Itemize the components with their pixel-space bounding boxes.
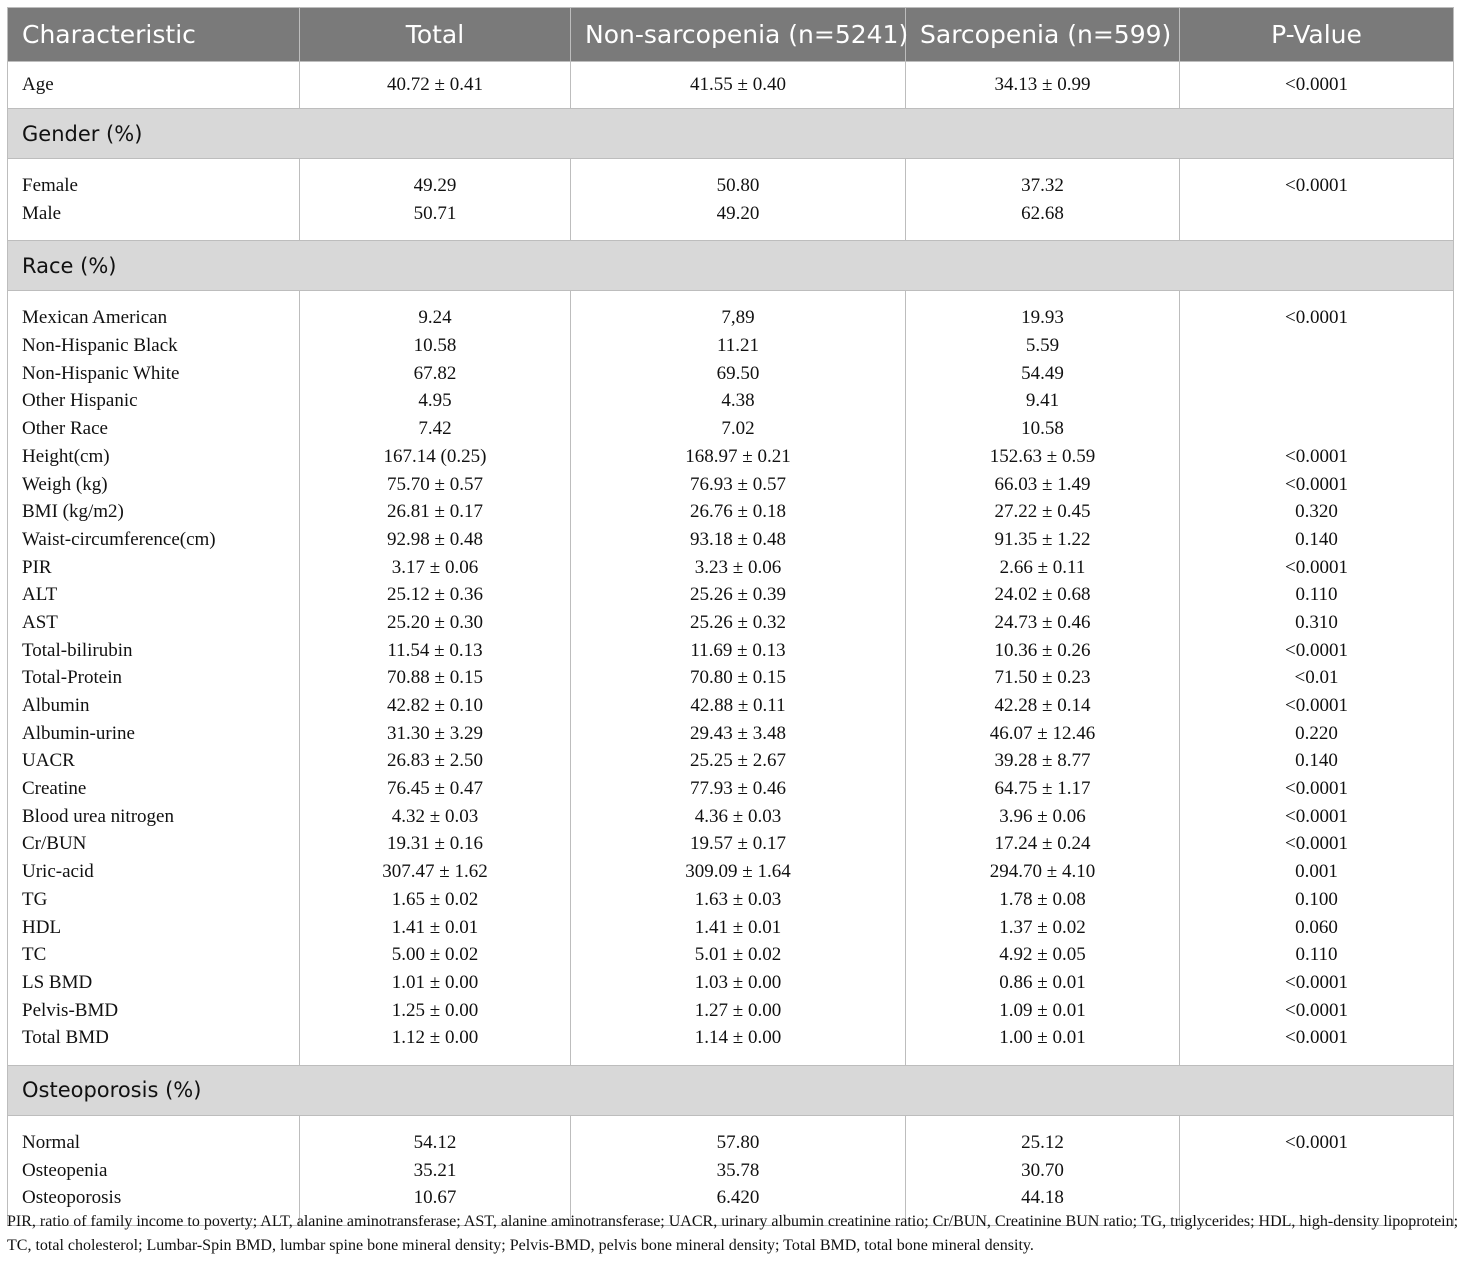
row-value: <0.0001 bbox=[1285, 473, 1348, 495]
row-value: 307.47 ± 1.62 bbox=[382, 861, 488, 883]
row-label: Total-Protein bbox=[22, 667, 122, 689]
row-value: 0.86 ± 0.01 bbox=[999, 971, 1086, 993]
row-value: 0.140 bbox=[1295, 750, 1338, 772]
row-value: 1.37 ± 0.02 bbox=[999, 916, 1086, 938]
row-value: 4.32 ± 0.03 bbox=[391, 805, 479, 827]
row-label: Waist-circumference(cm) bbox=[22, 528, 216, 550]
row-value: 70.88 ± 0.15 bbox=[387, 667, 483, 689]
row-value: 11.69 ± 0.13 bbox=[690, 639, 786, 661]
row-value: 0.320 bbox=[1295, 501, 1338, 523]
row-value: 2.66 ± 0.11 bbox=[999, 556, 1086, 578]
row-label: ALT bbox=[22, 584, 58, 606]
gender-sarcopenia-cell bbox=[906, 159, 1180, 241]
row-value: 1.65 ± 0.02 bbox=[391, 888, 479, 910]
row-value: 1.09 ± 0.01 bbox=[999, 999, 1086, 1021]
row-value: 1.01 ± 0.00 bbox=[391, 971, 479, 993]
row-value: 30.70 bbox=[1021, 1159, 1064, 1181]
header-p-value: P-Value bbox=[1180, 8, 1454, 62]
row-value: <0.0001 bbox=[1285, 639, 1348, 661]
row-value: 1.12 ± 0.00 bbox=[391, 1027, 479, 1049]
section-osteoporosis bbox=[8, 1065, 1454, 1115]
row-value: 4.36 ± 0.03 bbox=[694, 805, 782, 827]
gender-total-cell bbox=[300, 159, 571, 241]
row-value: 11.21 bbox=[716, 335, 760, 357]
row-value: <0.0001 bbox=[1285, 833, 1348, 855]
row-value: 1.63 ± 0.03 bbox=[694, 888, 782, 910]
row-value: 7.02 bbox=[721, 418, 755, 440]
row-value: 5.01 ± 0.02 bbox=[694, 944, 782, 966]
row-value: 35.78 bbox=[716, 1159, 760, 1181]
header-total: Total bbox=[300, 8, 571, 62]
row-label: Albumin-urine bbox=[22, 722, 135, 744]
row-value: 24.73 ± 0.46 bbox=[994, 611, 1091, 633]
osteoporosis-non-sarcopenia-cell bbox=[571, 1115, 906, 1225]
row-value: 7,89 bbox=[721, 307, 755, 329]
row-value: <0.01 bbox=[1294, 667, 1339, 689]
row-label: TC bbox=[22, 944, 47, 966]
row-value: 49.29 bbox=[413, 175, 457, 196]
row-label: Creatine bbox=[22, 778, 87, 800]
row-value: 9.24 bbox=[418, 307, 452, 329]
row-value: 62.68 bbox=[1021, 202, 1064, 224]
gender-labels-cell bbox=[8, 159, 300, 241]
section-gender bbox=[8, 109, 1454, 159]
row-value: 93.18 ± 0.48 bbox=[690, 528, 786, 550]
row-value: <0.0001 bbox=[1285, 778, 1348, 800]
row-value: 294.70 ± 4.10 bbox=[989, 861, 1096, 883]
row-value: 76.93 ± 0.57 bbox=[690, 473, 786, 495]
row-value: 1.78 ± 0.08 bbox=[999, 888, 1086, 910]
group-gender bbox=[8, 159, 1454, 241]
row-value bbox=[1194, 360, 1439, 388]
row-value bbox=[1194, 387, 1439, 415]
section-title-gender: Gender (%) bbox=[8, 109, 1454, 159]
osteoporosis-total-cell bbox=[300, 1115, 571, 1225]
age-label: Age bbox=[8, 62, 300, 109]
row-value: 50.80 bbox=[716, 175, 760, 196]
row-label: LS BMD bbox=[22, 971, 93, 993]
race-non-sarcopenia-cell bbox=[571, 291, 906, 1066]
row-value: 5.00 ± 0.02 bbox=[391, 944, 479, 966]
header-sarcopenia: Sarcopenia (n=599) bbox=[906, 8, 1180, 62]
row-value: 46.07 ± 12.46 bbox=[989, 722, 1096, 744]
row-value: 7.42 bbox=[418, 418, 452, 440]
row-value: 19.93 bbox=[1021, 307, 1064, 329]
row-value: 1.14 ± 0.00 bbox=[694, 1027, 782, 1049]
row-label: Mexican American bbox=[22, 307, 168, 329]
group-race bbox=[8, 291, 1454, 1066]
row-value: 57.80 bbox=[716, 1131, 760, 1153]
row-label: Normal bbox=[22, 1131, 81, 1153]
row-label: AST bbox=[22, 611, 58, 633]
row-value: 25.26 ± 0.32 bbox=[690, 611, 786, 633]
header-non-sarcopenia: Non-sarcopenia (n=5241) bbox=[571, 8, 906, 62]
row-value: 25.26 ± 0.39 bbox=[690, 584, 786, 606]
row-value: 67.82 bbox=[413, 362, 457, 384]
row-value: 42.88 ± 0.11 bbox=[690, 695, 786, 716]
row-value: 44.18 bbox=[1021, 1187, 1064, 1209]
row-value: 54.12 bbox=[413, 1131, 457, 1153]
row-label: UACR bbox=[22, 750, 75, 772]
row-value: 29.43 ± 3.48 bbox=[690, 722, 786, 744]
section-title-osteoporosis: Osteoporosis (%) bbox=[8, 1065, 1454, 1115]
row-value: 4.95 bbox=[418, 390, 452, 412]
row-label: Female bbox=[22, 175, 78, 196]
osteoporosis-sarcopenia-cell bbox=[906, 1115, 1180, 1225]
row-label: Other Race bbox=[22, 418, 108, 440]
row-value bbox=[1194, 1157, 1439, 1185]
row-value: 152.63 ± 0.59 bbox=[989, 445, 1096, 467]
row-value: <0.0001 bbox=[1285, 307, 1348, 329]
row-value: 25.20 ± 0.30 bbox=[387, 611, 483, 633]
row-value: 69.50 bbox=[716, 362, 760, 384]
row-value: 4.38 bbox=[721, 390, 755, 412]
row-label: Total BMD bbox=[22, 1027, 109, 1049]
row-value: 17.24 ± 0.24 bbox=[994, 833, 1091, 855]
row-value: 1.25 ± 0.00 bbox=[391, 999, 479, 1021]
row-value: 0.100 bbox=[1295, 888, 1338, 910]
row-label: PIR bbox=[22, 556, 52, 578]
row-value: 54.49 bbox=[1021, 362, 1064, 384]
row-value: 0.110 bbox=[1295, 944, 1338, 966]
row-value: 10.36 ± 0.26 bbox=[994, 639, 1091, 661]
row-value: 70.80 ± 0.15 bbox=[690, 667, 786, 689]
row-value: 1.41 ± 0.01 bbox=[694, 916, 782, 938]
row-label: HDL bbox=[22, 916, 62, 938]
row-value: 0.110 bbox=[1295, 584, 1338, 606]
row-value: <0.0001 bbox=[1285, 695, 1348, 716]
row-value: 50.71 bbox=[413, 202, 457, 224]
row-value: <0.0001 bbox=[1285, 175, 1348, 196]
race-p-value-cell bbox=[1180, 291, 1454, 1066]
section-race bbox=[8, 241, 1454, 291]
age-non-sarcopenia: 41.55 ± 0.40 bbox=[571, 62, 906, 109]
row-value: 10.58 bbox=[413, 335, 457, 357]
row-value: 9.41 bbox=[1025, 390, 1060, 412]
row-value: 31.30 ± 3.29 bbox=[387, 722, 483, 744]
row-value: 25.25 ± 2.67 bbox=[690, 750, 786, 772]
row-value: 0.310 bbox=[1295, 611, 1338, 633]
race-labels-cell bbox=[8, 291, 300, 1066]
row-value: 71.50 ± 0.23 bbox=[994, 667, 1091, 689]
row-value: 42.82 ± 0.10 bbox=[387, 695, 483, 716]
row-value: 3.17 ± 0.06 bbox=[391, 556, 479, 578]
table-header-row bbox=[8, 8, 1454, 62]
row-label: Non-Hispanic Black bbox=[22, 335, 178, 357]
row-value: <0.0001 bbox=[1285, 999, 1348, 1021]
row-value: 64.75 ± 1.17 bbox=[994, 778, 1091, 800]
row-value: 42.28 ± 0.14 bbox=[994, 695, 1091, 716]
row-value: 26.83 ± 2.50 bbox=[387, 750, 483, 772]
section-title-race: Race (%) bbox=[8, 241, 1454, 291]
row-label: Total-bilirubin bbox=[22, 639, 133, 661]
row-label: BMI (kg/m2) bbox=[22, 501, 124, 523]
table-footnote: PIR, ratio of family income to poverty; ALT, alanine aminotransferase; AST, alanine aminotransferase; UACR, urinary albumin creatinine ratio; Cr/BUN, Creatinine BUN ratio; TG, triglycerides; HDL, high-density lipoprotein; TC, total cholesterol; Lumbar-Spin BMD, lumbar spine bone mineral density; Pelvis-BMD, pelvis bone mineral density; Total BMD, total bone mineral density. bbox=[7, 1213, 1459, 1254]
row-value bbox=[1194, 1184, 1439, 1212]
characteristics-table bbox=[7, 7, 1454, 1226]
row-value: 168.97 ± 0.21 bbox=[685, 445, 791, 467]
header-characteristic: Characteristic bbox=[8, 8, 300, 62]
row-value: 76.45 ± 0.47 bbox=[387, 778, 483, 800]
row-value: 3.96 ± 0.06 bbox=[999, 805, 1086, 827]
row-value: 0.060 bbox=[1295, 916, 1338, 938]
gender-non-sarcopenia-cell bbox=[571, 159, 906, 241]
row-label: Height(cm) bbox=[22, 445, 110, 467]
age-p-value: <0.0001 bbox=[1180, 62, 1454, 109]
race-sarcopenia-cell bbox=[906, 291, 1180, 1066]
row-value: 49.20 bbox=[716, 202, 760, 224]
group-osteoporosis bbox=[8, 1115, 1454, 1225]
row-value: <0.0001 bbox=[1285, 445, 1348, 467]
row-value bbox=[1194, 200, 1439, 228]
age-total: 40.72 ± 0.41 bbox=[300, 62, 571, 109]
row-value: 19.31 ± 0.16 bbox=[387, 833, 483, 855]
row-value: 39.28 ± 8.77 bbox=[994, 750, 1091, 772]
row-value: 4.92 ± 0.05 bbox=[999, 944, 1086, 966]
row-label: Cr/BUN bbox=[22, 833, 87, 855]
osteoporosis-p-value-cell bbox=[1180, 1115, 1454, 1225]
race-total-cell bbox=[300, 291, 571, 1066]
row-value: 1.41 ± 0.01 bbox=[391, 916, 479, 938]
row-value: 19.57 ± 0.17 bbox=[690, 833, 786, 855]
row-value: 1.00 ± 0.01 bbox=[999, 1027, 1086, 1049]
row-label: Pelvis-BMD bbox=[22, 999, 119, 1021]
row-value: 11.54 ± 0.13 bbox=[387, 639, 483, 661]
row-value: 5.59 bbox=[1025, 335, 1060, 357]
osteoporosis-labels-cell bbox=[8, 1115, 300, 1225]
row-label: Uric-acid bbox=[22, 861, 94, 883]
row-label: Albumin bbox=[22, 695, 90, 716]
row-value: 35.21 bbox=[413, 1159, 457, 1181]
row-value: 10.67 bbox=[413, 1187, 457, 1209]
row-value: 3.23 ± 0.06 bbox=[694, 556, 782, 578]
row-value: 24.02 ± 0.68 bbox=[994, 584, 1091, 606]
row-value: 0.220 bbox=[1295, 722, 1338, 744]
gender-p-value-cell bbox=[1180, 159, 1454, 241]
row-value: <0.0001 bbox=[1285, 805, 1348, 827]
row-value: <0.0001 bbox=[1285, 1027, 1348, 1049]
row-label: Blood urea nitrogen bbox=[22, 805, 174, 827]
row-value: 25.12 ± 0.36 bbox=[387, 584, 483, 606]
row-value: 27.22 ± 0.45 bbox=[994, 501, 1091, 523]
row-value: 91.35 ± 1.22 bbox=[994, 528, 1091, 550]
row-value: 77.93 ± 0.46 bbox=[690, 778, 786, 800]
row-value: <0.0001 bbox=[1285, 971, 1348, 993]
row-label: Weigh (kg) bbox=[22, 473, 108, 495]
row-value: 6.420 bbox=[716, 1187, 760, 1209]
row-value: 37.32 bbox=[1021, 175, 1064, 196]
row-value: 66.03 ± 1.49 bbox=[994, 473, 1091, 495]
row-value bbox=[1194, 332, 1439, 360]
row-value: 26.76 ± 0.18 bbox=[690, 501, 786, 523]
age-sarcopenia: 34.13 ± 0.99 bbox=[906, 62, 1180, 109]
row-value: 1.03 ± 0.00 bbox=[694, 971, 782, 993]
row-value: 25.12 bbox=[1021, 1131, 1064, 1153]
row-label: Other Hispanic bbox=[22, 390, 138, 412]
row-value: 10.58 bbox=[1021, 418, 1064, 440]
row-value: 0.001 bbox=[1295, 861, 1338, 883]
row-label: Male bbox=[22, 202, 62, 224]
row-value: 1.27 ± 0.00 bbox=[694, 999, 782, 1021]
row-value: 167.14 (0.25) bbox=[383, 445, 487, 467]
row-value: 75.70 ± 0.57 bbox=[387, 473, 483, 495]
row-value: 0.140 bbox=[1295, 528, 1338, 550]
row-value: 26.81 ± 0.17 bbox=[387, 501, 483, 523]
row-value: <0.0001 bbox=[1285, 556, 1348, 578]
row-value: 309.09 ± 1.64 bbox=[685, 861, 791, 883]
age-row bbox=[8, 62, 1454, 109]
row-label: Non-Hispanic White bbox=[22, 362, 180, 384]
row-value: <0.0001 bbox=[1285, 1131, 1348, 1153]
row-label: TG bbox=[22, 888, 48, 910]
row-label: Osteopenia bbox=[22, 1159, 108, 1181]
row-value bbox=[1194, 415, 1439, 443]
row-value: 92.98 ± 0.48 bbox=[387, 528, 483, 550]
row-label: Osteoporosis bbox=[22, 1187, 122, 1209]
